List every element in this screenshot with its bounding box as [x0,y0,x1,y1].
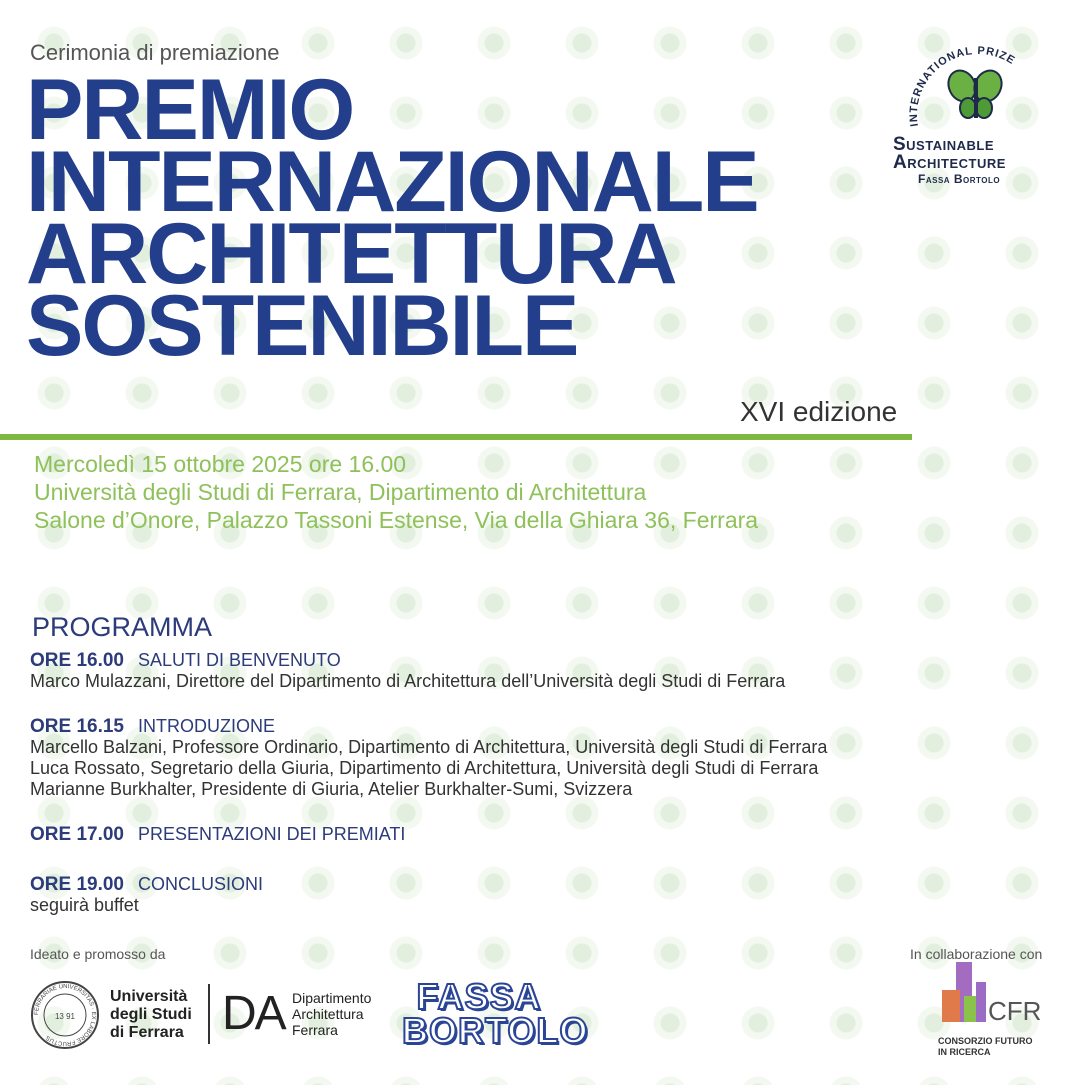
logo-line-2: Architecture [893,152,1006,173]
program-item [30,650,785,692]
main-title [26,62,758,374]
logo-ring-text: INTERNATIONAL PRIZE [907,44,1018,128]
program-title: CONCLUSIONI [138,874,264,894]
program-line: Luca Rossato, Segretario della Giuria, Dipartimento di Architettura, Università degli Studi di Ferrara [30,758,819,778]
event-place-1: Università degli Studi di Ferrara, Dipartimento di Architettura [34,479,647,505]
svg-text:13 91: 13 91 [54,1012,76,1021]
program-title: INTRODUZIONE [138,716,275,736]
program-heading: PROGRAMMA [32,612,213,642]
unife-seal-icon [30,980,100,1050]
title-line: INTERNAZIONALE [26,134,758,230]
program-time: ORE 19.00 [30,874,124,895]
event-date: Mercoledì 15 ottobre 2025 ore 16.00 [34,451,407,477]
title-line: SOSTENIBILE [26,278,578,374]
program-line: Marco Mulazzani, Direttore del Dipartimento di Architettura dell’Università degli Studi di Ferrara [30,671,786,691]
program-time: ORE 16.15 [30,716,124,737]
subtitle: Cerimonia di premiazione [30,40,280,65]
program-line: Marcello Balzani, Professore Ordinario, Dipartimento di Architettura, Università degli Studi di Ferrara [30,737,828,757]
program-time: ORE 17.00 [30,824,124,845]
program-line: Marianne Burkhalter, Presidente di Giuria, Atelier Burkhalter-Sumi, Svizzera [30,779,633,799]
edition-label: XVI edizione [740,396,898,427]
program-title: PRESENTAZIONI DEI PREMIATI [138,824,406,844]
butterfly-icon [943,66,1006,118]
svg-text:CFR: CFR [988,996,1042,1026]
logo-line-1: Sustainable [893,134,994,155]
program-item [30,874,263,916]
da-logo: DA [222,987,285,1040]
divider-line [0,434,912,440]
program-line: seguirà buffet [30,895,139,915]
promoted-by-label: Ideato e promosso da [30,946,166,962]
program-time: ORE 16.00 [30,650,124,671]
program-item [30,716,827,800]
program-title: SALUTI DI BENVENUTO [138,650,341,670]
logo-line-3: Fassa Bortolo [918,172,1001,186]
unife-logo-text: Università degli Studi di Ferrara [110,988,192,1041]
fassa-bortolo-logo: FASSA BORTOLO [402,976,589,1051]
cfr-logo [934,962,1050,1032]
collaboration-label: In collaborazione con [910,946,1043,962]
event-details [34,450,758,534]
logo-divider [208,984,210,1044]
event-place-2: Salone d’Onore, Palazzo Tassoni Estense, Via della Ghiara 36, Ferrara [34,507,759,533]
title-line: ARCHITETTURA [26,206,676,302]
program-item [30,824,405,845]
title-line: PREMIO [26,62,354,158]
cfr-subtitle: CONSORZIO FUTURO IN RICERCA [938,1036,1033,1057]
svg-text:FERRARIAE UNIVERSITAS · EX LAB: FERRARIAE UNIVERSITAS · EX LABORE FRUCTUS [33,983,97,1047]
dip-architettura-text: Dipartimento Architettura Ferrara [292,990,372,1038]
